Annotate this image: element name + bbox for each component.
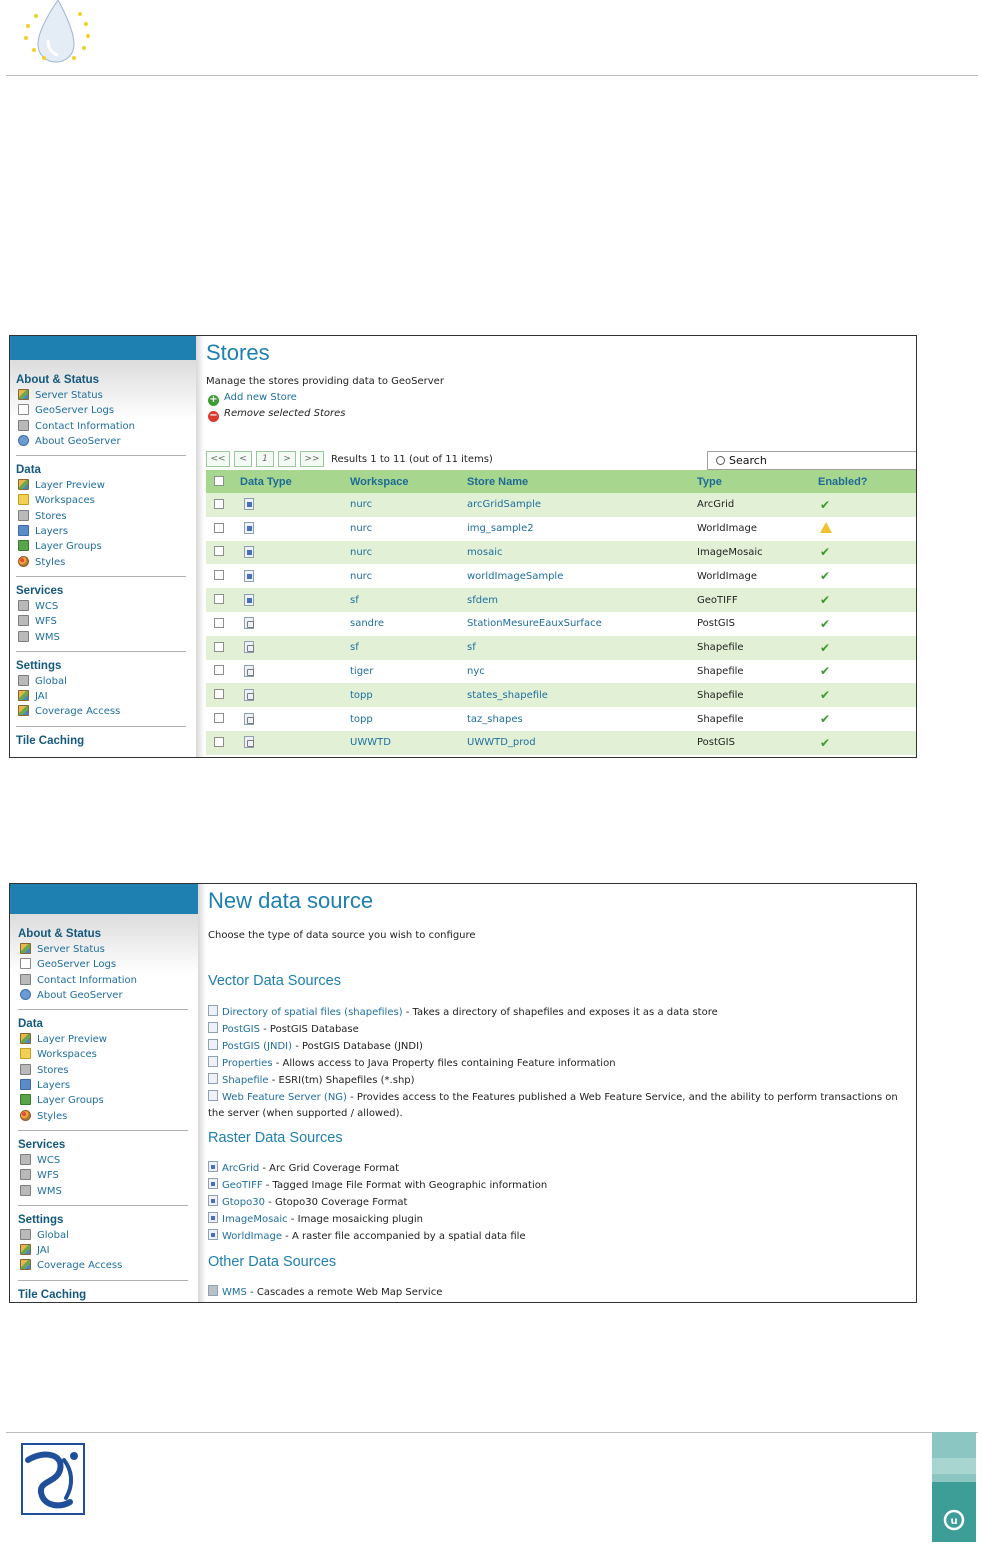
about-icon [20,989,31,1000]
global-icon [20,1229,31,1240]
pager-last-button[interactable]: >> [300,451,324,467]
sidebar-item-label: Styles [35,556,66,568]
table-row [206,707,917,731]
store-name-link[interactable]: sf [467,636,697,660]
sidebar-item[interactable] [18,1243,198,1258]
newsource-main [208,884,916,1302]
data-source-item [208,1022,912,1039]
data-source-link[interactable]: Directory of spatial files (shapefiles) [222,1007,403,1018]
workspace-link[interactable]: UWWTD [350,731,467,755]
stores-table [206,470,917,755]
store-name-link[interactable]: mosaic [467,541,697,565]
store-name-link[interactable]: img_sample2 [467,523,534,535]
database-icon [20,1064,31,1075]
row-checkbox[interactable] [214,665,224,675]
sidebar-divider [18,1130,188,1131]
sidebar-item[interactable] [16,674,196,689]
database-icon [18,510,29,521]
sidebar-item[interactable] [16,630,196,645]
sidebar-group-title: About & Status [16,374,100,386]
workspace-link[interactable]: sf [350,588,467,612]
vector-store-icon [244,617,254,629]
col-data-type[interactable]: Data Type [240,470,350,493]
store-type: PostGIS [697,618,735,630]
store-name-link[interactable]: arcGridSample [467,493,697,517]
data-source-item [208,1005,912,1022]
workspace-link[interactable]: nurc [350,493,467,517]
store-type: Shapefile [697,665,744,677]
row-checkbox[interactable] [214,523,224,533]
data-source-description: - PostGIS Database (JNDI) [292,1040,423,1052]
sidebar-item[interactable] [18,973,198,988]
search-input[interactable]: Search [707,451,917,470]
workspace-link[interactable]: tiger [350,665,374,677]
sidebar-item-label: Layer Groups [37,1095,104,1107]
layer-groups-icon [18,540,29,551]
vector-source-icon [208,1073,218,1084]
workspace-link[interactable]: topp [350,713,373,725]
coverage-icon [18,705,29,716]
sidebar-group-title: Settings [18,1213,64,1226]
service-icon [20,1169,31,1180]
vector-source-icon [208,1005,218,1016]
vector-source-icon [208,1022,218,1033]
sidebar-item-label: Styles [37,1110,68,1122]
global-icon [18,675,29,686]
server-status-icon [20,943,31,954]
raster-store-icon [244,522,254,534]
workspace-link[interactable]: sandre [350,618,385,630]
row-checkbox[interactable] [214,618,224,628]
sidebar-topbar [10,884,198,914]
sidebar-item-label: Global [35,675,67,687]
sidebar-group-title: Tile Caching [18,1288,87,1301]
sidebar-item[interactable] [18,1228,198,1243]
palette-icon [18,556,29,567]
other-sources-list [208,1285,912,1302]
footer-divider [6,1432,978,1433]
raster-store-icon [244,594,254,606]
table-row [206,517,917,541]
row-checkbox[interactable] [214,499,224,509]
data-source-item [208,1090,912,1124]
vector-store-icon [244,736,254,748]
svg-text:u: u [950,1516,958,1527]
table-row [206,731,917,755]
store-type: Shapefile [697,683,818,707]
add-icon: + [209,394,218,405]
data-source-description: - ESRI(tm) Shapefiles (*.shp) [268,1074,415,1086]
table-row [206,660,917,684]
jai-icon [18,690,29,701]
sidebar-item-label: Stores [37,1064,69,1076]
raster-source-icon [208,1212,218,1223]
stores-sidebar [10,336,196,757]
check-icon: ✔ [820,664,831,679]
data-source-item [208,1229,912,1246]
sidebar-item[interactable] [18,1168,198,1183]
data-source-item [208,1285,912,1302]
sidebar-item-label: Global [37,1229,69,1241]
data-source-item [208,1161,912,1178]
sidebar-menu [18,922,198,1303]
data-source-link[interactable]: Properties [222,1057,273,1069]
sidebar-item[interactable] [16,704,196,719]
sidebar-item-label: WCS [37,1154,61,1166]
sidebar-group-title: Services [16,584,64,597]
data-source-link[interactable]: GeoTIFF [222,1179,263,1191]
store-name-link[interactable]: states_shapefile [467,683,697,707]
check-icon: ✔ [820,735,831,750]
store-type: ImageMosaic [697,541,818,565]
stores-screenshot [9,335,917,758]
sidebar-item[interactable] [16,524,196,539]
workspace-link[interactable]: topp [350,683,467,707]
check-icon: ✔ [820,616,831,631]
store-name-link[interactable]: UWWTD_prod [467,731,697,755]
sidebar-divider [18,1205,188,1206]
sidebar-item[interactable] [18,1258,198,1273]
data-source-description: - A raster file accompanied by a spatial data file [281,1230,526,1242]
vector-source-icon [208,1056,218,1067]
col-workspace[interactable]: Workspace [350,470,467,493]
data-source-description: - Arc Grid Coverage Format [259,1163,400,1174]
sidebar-item[interactable] [16,555,196,570]
other-sources-heading: Other Data Sources [208,1254,337,1270]
table-row [206,564,917,588]
sidebar-item-label: WFS [37,1170,59,1182]
sidebar-item[interactable] [18,942,198,957]
workspace-link[interactable]: nurc [350,570,373,582]
data-source-link[interactable]: PostGIS [222,1023,260,1035]
sidebar-item[interactable] [18,957,198,972]
data-source-item [208,1212,912,1229]
row-checkbox[interactable] [214,689,224,699]
table-row [206,636,917,660]
data-source-item [208,1056,912,1073]
col-enabled[interactable]: Enabled? [818,470,917,493]
sidebar-item-label: Layers [37,1080,71,1092]
workspace-link[interactable]: nurc [350,541,467,565]
vector-sources-heading: Vector Data Sources [208,973,341,989]
add-store-link[interactable]: + Add new Store [209,392,297,405]
sidebar-group-title: Settings [16,659,62,672]
raster-sources-heading: Raster Data Sources [208,1130,343,1146]
table-row [206,612,917,636]
data-source-description: - Image mosaicking plugin [287,1213,423,1225]
layers-icon [20,1079,31,1090]
sidebar-group-title: Services [18,1138,66,1151]
page-description: Choose the type of data source you wish to configure [208,930,476,941]
data-source-link[interactable]: ArcGrid [222,1163,260,1174]
page-title: New data source [208,888,374,913]
institution-logo [14,1440,90,1518]
layer-groups-icon [20,1094,31,1105]
data-source-item [208,1039,912,1056]
jai-icon [20,1244,31,1255]
sidebar-menu [16,368,196,749]
folder-icon [20,1048,31,1059]
row-checkbox[interactable] [214,737,224,747]
logs-icon [18,404,29,415]
layers-icon [18,525,29,536]
sidebar-item-label: WMS [37,1185,62,1197]
raster-sources-list [208,1161,912,1246]
col-store-name[interactable]: Store Name [467,470,697,493]
water-drop-logo [14,0,94,66]
sidebar-item-label: Server Status [37,944,105,955]
vector-source-icon [208,1039,218,1050]
sidebar-divider [16,455,186,456]
store-type: Shapefile [697,636,818,660]
contact-icon [20,974,31,985]
sidebar-item-label: Layer Preview [37,1034,107,1046]
remove-icon: − [209,410,218,421]
sidebar-item-label: Layer Groups [35,541,102,553]
sidebar-item-label: Stores [35,510,67,522]
sidebar-item[interactable] [16,403,196,418]
data-source-link[interactable]: WorldImage [222,1230,282,1242]
sidebar-divider [16,651,186,652]
sidebar-group-title: About & Status [18,928,102,940]
pager-first-button[interactable]: << [206,451,230,467]
store-type: PostGIS [697,731,818,755]
sidebar-item[interactable] [18,1078,198,1093]
raster-source-icon [208,1178,218,1189]
header-divider [6,75,978,76]
vector-store-icon [244,713,254,725]
palette-icon [20,1110,31,1121]
pager-page-button[interactable]: 1 [256,451,274,467]
university-badge [932,1432,976,1542]
remove-stores-link[interactable]: − Remove selected Stores [209,408,346,421]
sidebar-item[interactable] [16,434,196,449]
page-title: Stores [206,340,270,365]
select-all-header [206,470,240,493]
sidebar-item-label: GeoServer Logs [35,405,115,417]
check-icon: ✔ [820,497,831,512]
data-source-link[interactable]: WMS [222,1287,247,1298]
table-header [206,470,917,493]
data-source-description: - Takes a directory of shapefiles and exposes it as a data store [402,1007,718,1018]
sidebar-item[interactable] [16,614,196,629]
check-icon: ✔ [820,569,831,584]
row-checkbox[interactable] [214,594,224,604]
page-description: Manage the stores providing data to GeoServer [206,376,444,387]
store-name-link[interactable]: worldImageSample [467,570,564,582]
check-icon: ✔ [820,593,831,608]
check-icon: ✔ [820,712,831,727]
sidebar-item-label: Layers [35,526,69,538]
row-checkbox[interactable] [214,642,224,652]
sidebar-item-label: Server Status [35,390,103,401]
sidebar-group-title: Data [18,1018,43,1031]
workspace-link[interactable]: nurc [350,523,373,535]
service-icon [18,615,29,626]
data-source-description: - Tagged Image File Format with Geographic information [262,1179,548,1191]
pager-next-button[interactable]: > [278,451,296,467]
sidebar-item-label: Coverage Access [37,1260,123,1272]
data-source-link[interactable]: PostGIS (JNDI) [222,1040,293,1052]
sidebar-item[interactable] [18,1047,198,1062]
sidebar-item[interactable] [16,388,196,403]
sidebar-item[interactable] [18,1093,198,1108]
store-name-link[interactable]: sfdem [467,588,697,612]
sidebar-item-label: Workspaces [37,1049,97,1061]
raster-store-icon [244,546,254,558]
check-icon: ✔ [820,640,831,655]
data-source-link[interactable]: Shapefile [222,1074,269,1086]
data-source-description: - Gtopo30 Coverage Format [264,1196,408,1208]
sidebar-item-label: Contact Information [35,420,135,432]
raster-source-icon [208,1195,218,1206]
service-icon [20,1154,31,1165]
sidebar-item-label: WMS [35,631,60,643]
workspace-link[interactable]: sf [350,636,467,660]
data-source-description: - Allows access to Java Property files containing Feature information [272,1057,616,1069]
layer-preview-icon [18,479,29,490]
service-icon [18,631,29,642]
table-row [206,683,917,707]
logs-icon [20,958,31,969]
data-source-link[interactable]: Web Feature Server (NG) [222,1091,347,1103]
sidebar-item[interactable] [18,1032,198,1047]
raster-source-icon [208,1229,218,1240]
vector-store-icon [244,689,254,701]
sidebar-item[interactable] [18,988,198,1003]
sidebar-item[interactable] [16,478,196,493]
sidebar-item-label: WFS [35,616,57,628]
data-source-item [208,1195,912,1212]
sidebar-item[interactable] [16,419,196,434]
service-icon [20,1185,31,1196]
store-type: WorldImage [697,570,757,582]
contact-icon [18,420,29,431]
data-source-description: - Cascades a remote Web Map Service [246,1287,443,1298]
sidebar-item-label: Workspaces [35,495,95,507]
check-icon: ✔ [820,545,831,560]
warning-icon [820,522,832,533]
raster-store-icon [244,498,254,510]
sidebar-item-label: GeoServer Logs [37,959,117,971]
vector-store-icon [244,641,254,653]
store-type: ArcGrid [697,493,818,517]
sidebar-item[interactable] [16,493,196,508]
sidebar-divider [16,576,186,577]
sidebar-item[interactable] [16,539,196,554]
newsource-sidebar [10,884,198,1302]
sidebar-divider [18,1009,188,1010]
about-icon [18,435,29,446]
table-row [206,588,917,612]
sidebar-item-label: JAI [37,1245,50,1257]
service-icon [18,600,29,611]
store-name-link[interactable]: taz_shapes [467,713,523,725]
sidebar-item[interactable] [18,1109,198,1124]
sidebar-item-label: Coverage Access [35,706,121,718]
store-type: GeoTIFF [697,588,818,612]
data-source-description: - Provides access to the Features published a Web Feature Service, and the ability to perform transactions on the server (when supported / allowed). [208,1091,898,1120]
select-all-checkbox[interactable] [214,476,224,486]
sidebar-item-label: Contact Information [37,974,137,986]
sidebar-item-label: Layer Preview [35,480,105,492]
folder-icon [18,494,29,505]
search-icon [716,456,725,465]
data-source-link[interactable]: Gtopo30 [222,1196,265,1208]
wms-source-icon [208,1285,218,1296]
pager-info: Results 1 to 11 (out of 11 items) [331,453,493,465]
row-checkbox[interactable] [214,546,224,556]
data-source-link[interactable]: ImageMosaic [222,1213,288,1225]
store-name-link[interactable]: nyc [467,665,485,677]
store-type: Shapefile [697,713,744,725]
raster-store-icon [244,570,254,582]
layer-preview-icon [20,1033,31,1044]
sidebar-item[interactable] [18,1153,198,1168]
pager-prev-button[interactable]: < [234,451,252,467]
sidebar-item[interactable] [16,689,196,704]
sidebar-item-label: JAI [35,691,48,703]
sidebar-item[interactable] [18,1184,198,1199]
pager [206,451,493,467]
table-row [206,541,917,565]
check-icon: ✔ [820,688,831,703]
sidebar-divider [16,726,186,727]
col-type[interactable]: Type [697,470,818,493]
new-data-source-screenshot [9,883,917,1303]
sidebar-divider [18,1280,188,1281]
server-status-icon [18,389,29,400]
table-row [206,493,917,517]
vector-store-icon [244,665,254,677]
data-source-description: - PostGIS Database [259,1023,359,1035]
row-checkbox[interactable] [214,713,224,723]
sidebar-group-title: Tile Caching [16,734,85,747]
raster-source-icon [208,1161,218,1172]
sidebar-item[interactable] [16,509,196,524]
sidebar-topbar [10,336,196,360]
store-name-link[interactable]: StationMesureEauxSurface [467,618,602,630]
data-source-item [208,1178,912,1195]
row-checkbox[interactable] [214,570,224,580]
sidebar-item-label: About GeoServer [35,435,121,447]
store-type: WorldImage [697,523,757,535]
sidebar-group-title: Data [16,464,41,477]
sidebar-item[interactable] [18,1063,198,1078]
coverage-icon [20,1259,31,1270]
data-source-item [208,1073,912,1090]
vector-sources-list [208,1005,912,1123]
stores-main [206,336,916,757]
vector-source-icon [208,1090,218,1101]
sidebar-item-label: WCS [35,600,59,612]
sidebar-item-label: About GeoServer [37,989,123,1001]
sidebar-item[interactable] [16,599,196,614]
